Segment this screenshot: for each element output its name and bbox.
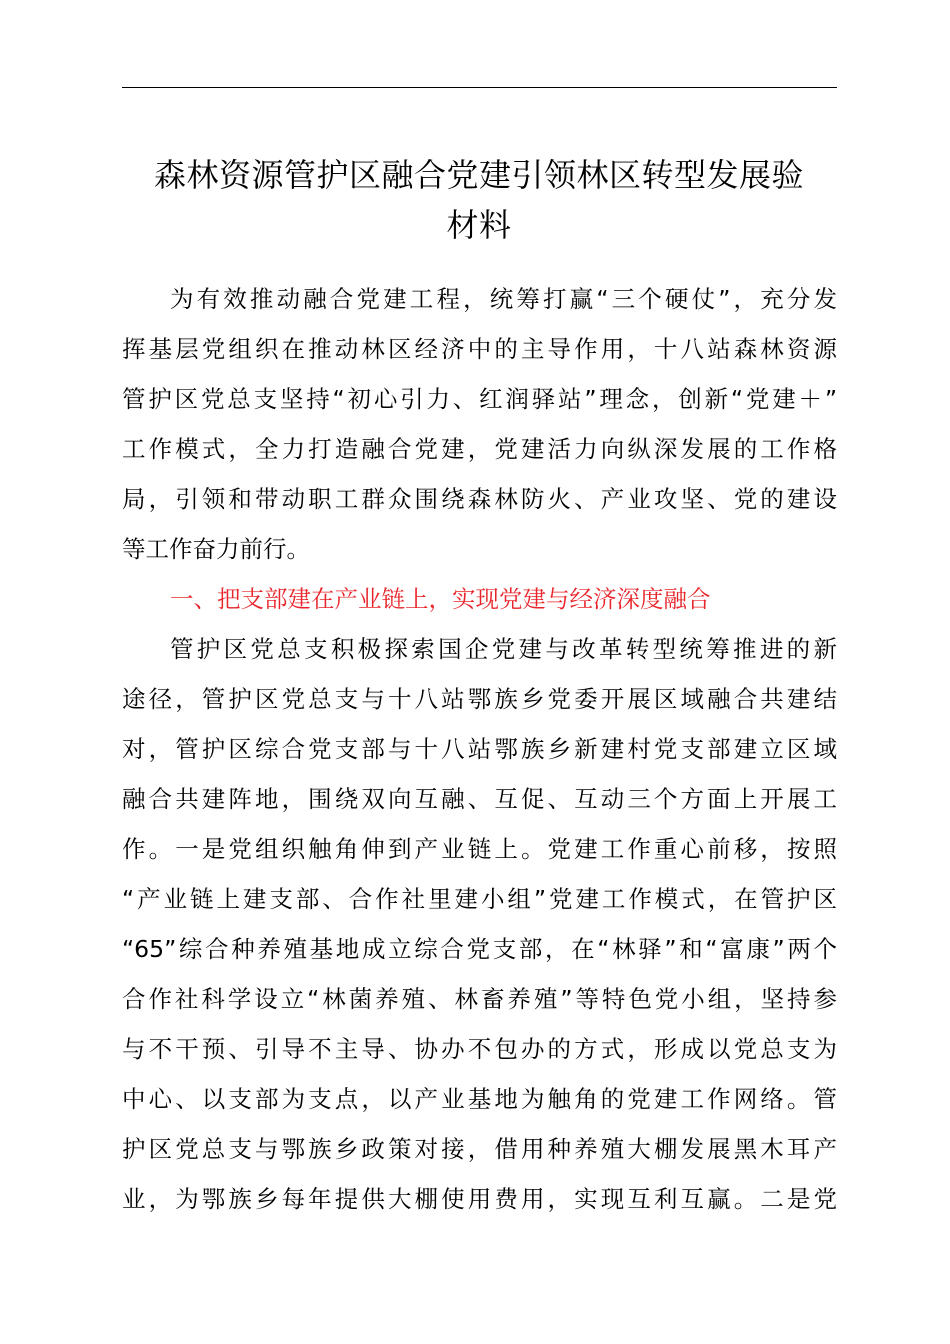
paragraph-line: 等工作奋力前行。 <box>122 535 310 563</box>
document-title <box>116 150 842 250</box>
section-heading-1 <box>122 574 837 624</box>
paragraph-line: 为有效推动融合党建工程，统筹打赢“三个硬仗”，充分发 <box>170 285 837 313</box>
paragraph-line: 业，为鄂族乡每年提供大棚使用费用，实现互利互赢。二是党 <box>122 1185 837 1213</box>
paragraph-line: “产业链上建支部、合作社里建小组”党建工作模式，在管护区 <box>122 885 837 913</box>
paragraph-line: 管护区党总支积极探索国企党建与改革转型统筹推进的新 <box>170 635 837 663</box>
title-line: 材料 <box>446 206 512 244</box>
title-line: 森林资源管护区融合党建引领林区转型发展验 <box>153 156 804 194</box>
header-rule <box>122 87 837 88</box>
paragraph-line: 与不干预、引导不主导、协办不包办的方式，形成以党总支为 <box>122 1035 837 1063</box>
paragraph-line: 护区党总支与鄂族乡政策对接，借用种养殖大棚发展黑木耳产 <box>122 1135 837 1163</box>
paragraph-line: 局，引领和带动职工群众围绕森林防火、产业攻坚、党的建设 <box>122 485 837 513</box>
paragraph-line: 管护区党总支坚持“初心引力、红润驿站”理念，创新“党建＋” <box>122 385 837 413</box>
section1-paragraph <box>122 624 837 1224</box>
section-heading-text: 一、把支部建在产业链上，实现党建与经济深度融合 <box>170 585 711 613</box>
paragraph-line: 合作社科学设立“林菌养殖、林畜养殖”等特色党小组，坚持参 <box>122 985 837 1013</box>
paragraph-line: 挥基层党组织在推动林区经济中的主导作用，十八站森林资源 <box>122 335 837 363</box>
paragraph-line: 中心、以支部为支点，以产业基地为触角的党建工作网络。管 <box>122 1085 837 1113</box>
intro-paragraph <box>122 274 837 574</box>
paragraph-line: 工作模式，全力打造融合党建，党建活力向纵深发展的工作格 <box>122 435 837 463</box>
paragraph-line: 作。一是党组织触角伸到产业链上。党建工作重心前移，按照 <box>122 835 837 863</box>
paragraph-line: 对，管护区综合党支部与十八站鄂族乡新建村党支部建立区域 <box>122 735 837 763</box>
paragraph-line: 途径，管护区党总支与十八站鄂族乡党委开展区域融合共建结 <box>122 685 837 713</box>
paragraph-line: 融合共建阵地，围绕双向互融、互促、互动三个方面上开展工 <box>122 785 837 813</box>
paragraph-line: “65”综合种养殖基地成立综合党支部，在“林驿”和“富康”两个 <box>122 935 837 963</box>
